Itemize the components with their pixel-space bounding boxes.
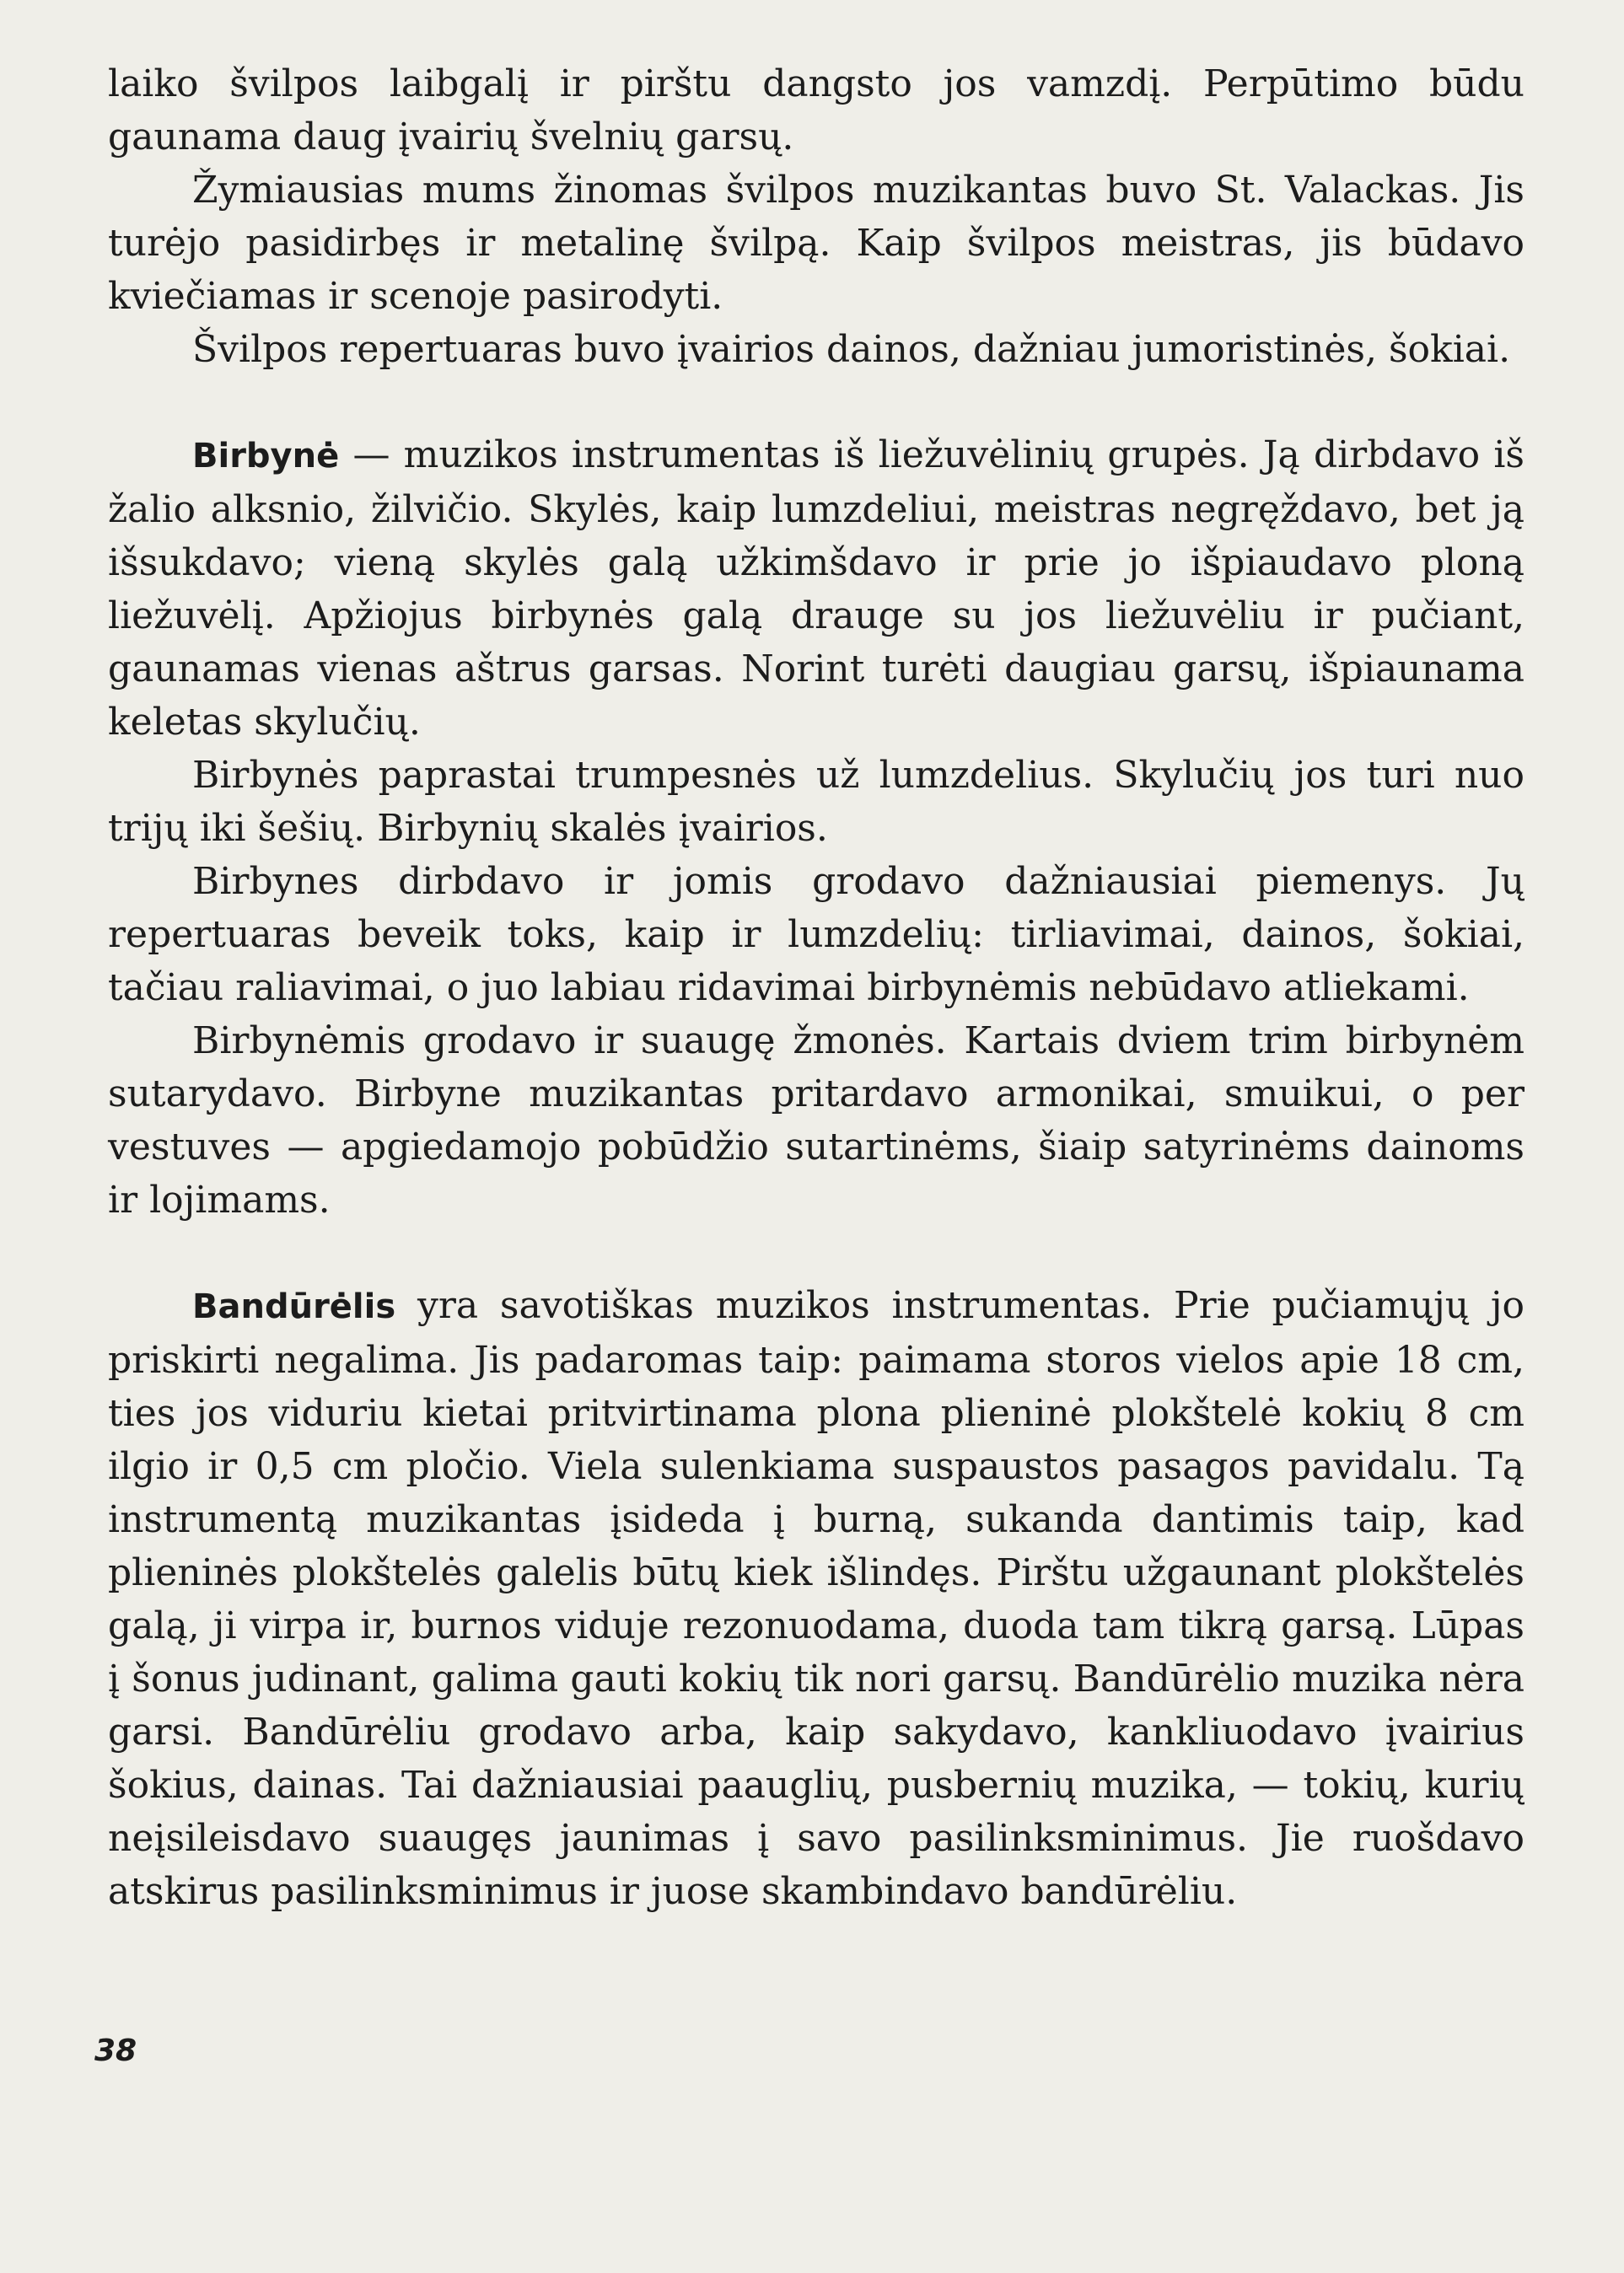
paragraph-text: Birbynes dirbdavo ir jomis grodavo dažniausiai piemenys. Jų repertuaras beveik toks, kaip ir lumzdelių: tirliavimai, dainos, šokiai, tačiau raliavimai, o juo labiau ridavimai birbynėmis nebūdavo atliekami. xyxy=(108,860,1525,1009)
paragraph-svilpa-repertoire xyxy=(108,323,1525,376)
page-body xyxy=(108,57,1525,1918)
term-birbyne: Birbynė xyxy=(192,437,340,476)
page-number: 38 xyxy=(94,2034,137,2068)
paragraph-banddurelis xyxy=(108,1279,1525,1918)
paragraph-text: yra savotiškas muzikos instrumentas. Prie pučiamųjų jo priskirti negalima. Jis padaromas taip: paimama storos vielos apie 18 cm, ties jos viduriu kietai pritvirtinama plona plieninė plokštelė kokių 8 cm ilgio ir 0,5 cm pločio. Viela sulenkiama suspaustos pasagos pavidalu. Tą instrumentą muzikantas įsideda į burną, sukanda dantimis taip, kad plieninės plokštelės galelis būtų kiek išlindęs. Pirštu užgaunant plokštelės galą, ji virpa ir, burnos viduje rezonuodama, duoda tam tikrą garsą. Lūpas į šonus judinant, galima gauti kokių tik nori garsų. Bandūrėlio muzika nėra garsi. Bandūrėliu grodavo arba, kaip sakydavo, kankliuodavo įvairius šokius, dainas. Tai dažniausiai paauglių, pusbernių muzika, — tokių, kurių neįsileisdavo suaugęs jaunimas į savo pasilinksminimus. Jie ruošdavo atskirus pasilinksminimus ir juose skambindavo bandūrėliu. xyxy=(108,1284,1525,1913)
paragraph-svilpa-end xyxy=(108,57,1525,164)
paragraph-text: Birbynėmis grodavo ir suaugę žmonės. Kartais dviem trim birbynėm sutarydavo. Birbyne muzikantas pritardavo armonikai, smuikui, o per vestuves — apgiedamojo pobūdžio sutartinėms, šiaip satyrinėms dainoms ir lojimams. xyxy=(108,1019,1525,1222)
paragraph-birbyne-shepherds xyxy=(108,855,1525,1014)
paragraph-text: — muzikos instrumentas iš liežuvėlinių grupės. Ją dirbdavo iš žalio alksnio, žilvičio. Skylės, kaip lumzdeliui, meistras negręždavo, bet ją išsukdavo; vieną skylės galą užkimšdavo ir prie jo išpiaudavo ploną liežuvėlį. Apžiojus birbynės galą drauge su jos liežuvėliu ir pučiant, gaunamas vienas aštrus garsas. Norint turėti daugiau garsų, išpiaunama keletas skylučių. xyxy=(108,433,1525,744)
paragraph-text: Žymiausias mums žinomas švilpos muzikantas buvo St. Valackas. Jis turėjo pasidirbęs ir metalinę švilpą. Kaip švilpos meistras, jis būdavo kviečiamas ir scenoje pasirodyti. xyxy=(108,169,1525,318)
term-bandurelis: Bandūrėlis xyxy=(192,1287,396,1326)
paragraph-birbyne-definition xyxy=(108,428,1525,749)
paragraph-birbyne-adults xyxy=(108,1014,1525,1227)
paragraph-text: Švilpos repertuaras buvo įvairios dainos, dažniau jumoristinės, šokiai. xyxy=(192,328,1511,371)
paragraph-text: Birbynės paprastai trumpesnės už lumzdelius. Skylučių jos turi nuo trijų iki šešių. Birbynių skalės įvairios. xyxy=(108,754,1525,850)
paragraph-text: laiko švilpos laibgalį ir pirštu dangsto jos vamzdį. Perpūtimo būdu gaunama daug įvairių švelnių garsų. xyxy=(108,62,1525,159)
paragraph-birbyne-size xyxy=(108,749,1525,855)
paragraph-svilpa-valackas xyxy=(108,164,1525,323)
